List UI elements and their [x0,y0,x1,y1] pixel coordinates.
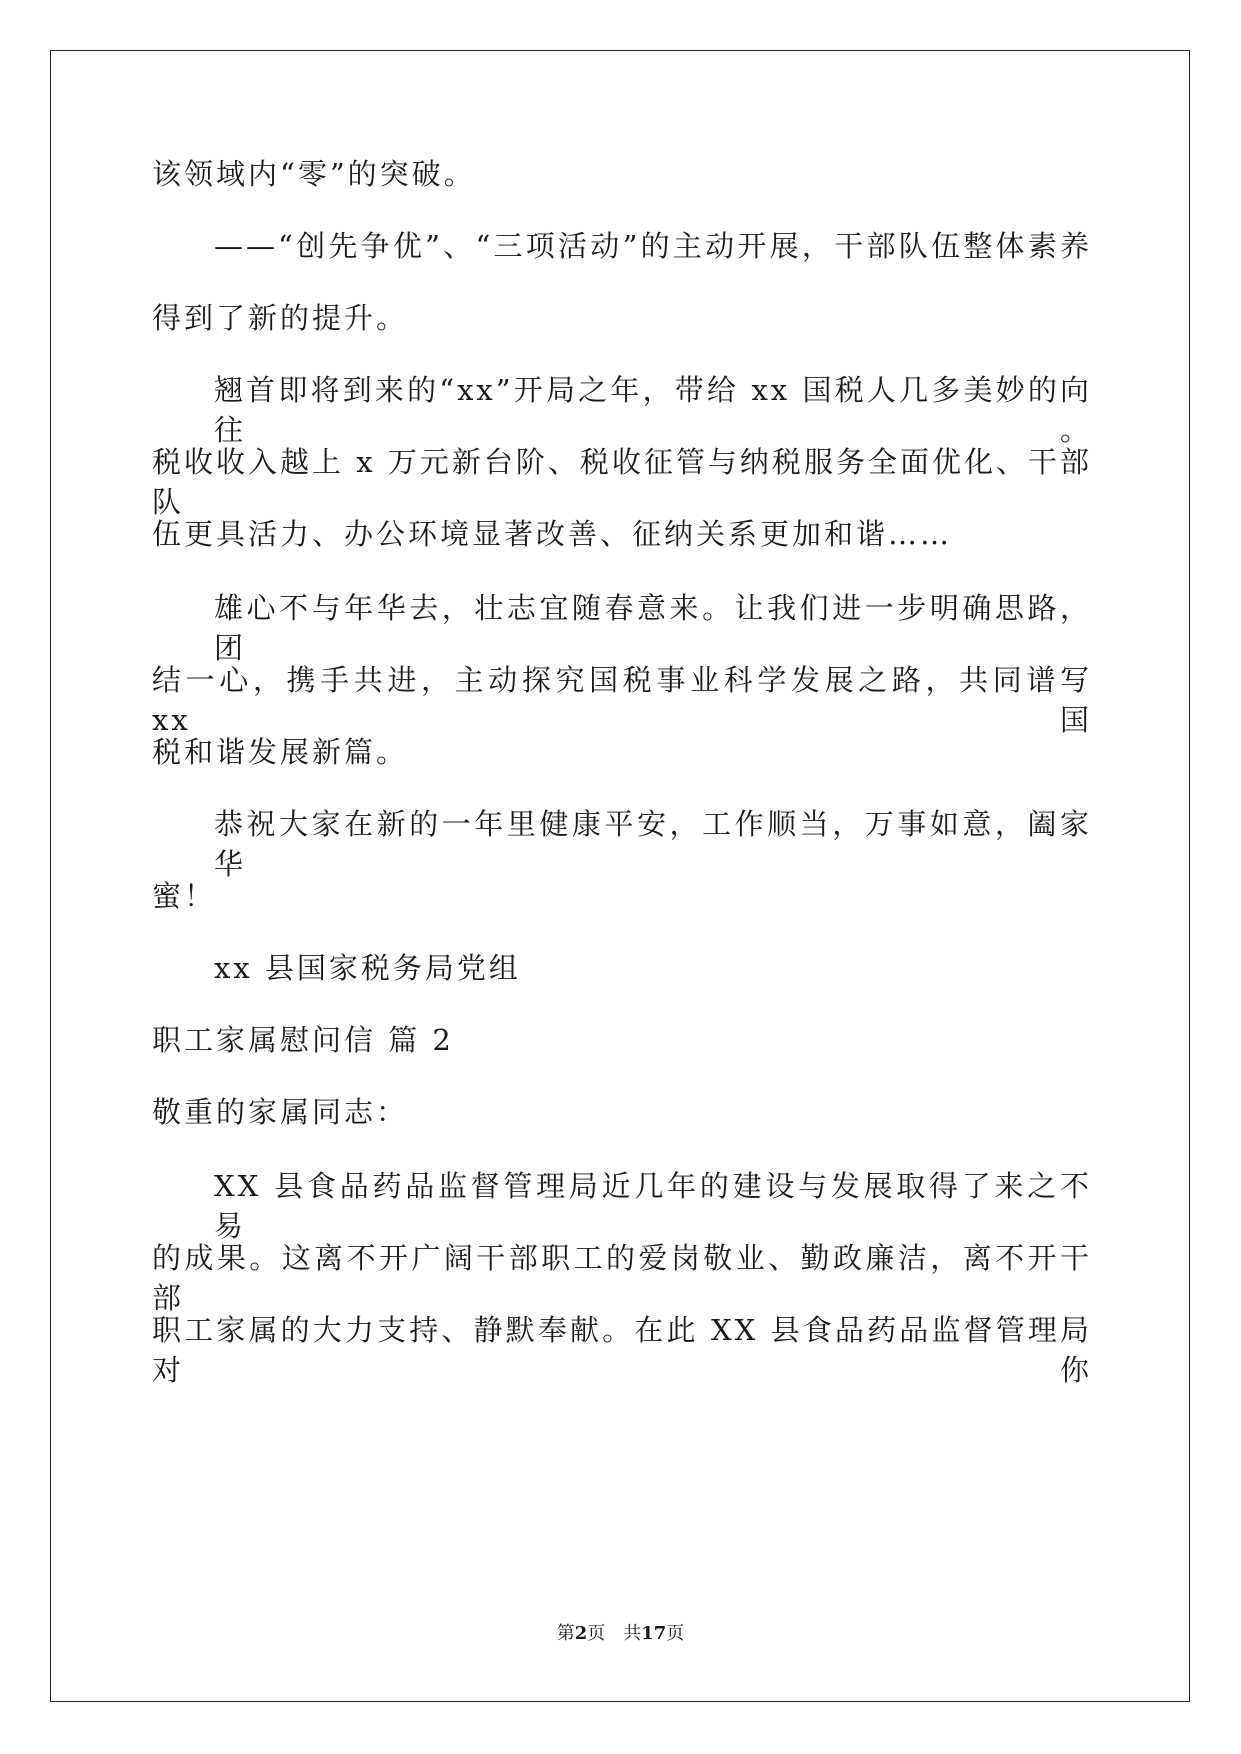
section-heading: 职工家属慰问信 篇 2 [152,1023,454,1057]
signature-line: xx 县国家税务局党组 [214,951,521,985]
total-page-count: 17 [641,1623,667,1644]
paragraph-line: 税和谐发展新篇。 [152,735,409,769]
paragraph-line: 伍更具活力、办公环境显著改善、征纳关系更加和谐…… [152,517,953,551]
paragraph-line: 雄心不与年华去，壮志宜随春意来。让我们进一步明确思路，团 [214,591,1092,665]
page-footer [0,1622,1241,1646]
footer-prefix: 第 [556,1623,575,1644]
paragraph-line: 该领域内“零”的突破。 [152,157,476,191]
salutation: 敬重的家属同志： [152,1095,409,1129]
paragraph-line: 翘首即将到来的“xx”开局之年，带给 xx 国税人几多美妙的向往。 [214,373,1092,447]
paragraph-line: 职工家属的大力支持、静默奉献。在此 XX 县食品药品监督管理局对你 [152,1313,1092,1387]
paragraph-line: 恭祝大家在新的一年里健康平安，工作顺当，万事如意，阖家华 [214,807,1092,881]
paragraph-line: 的成果。这离不开广阔干部职工的爱岗敬业、勤政廉洁，离不开干部 [152,1241,1092,1315]
footer-suffix: 页 [666,1623,685,1644]
current-page-number: 2 [574,1623,588,1644]
paragraph-line: 税收收入越上 x 万元新台阶、税收征管与纳税服务全面优化、干部队 [152,445,1092,519]
paragraph-line: 结一心，携手共进，主动探究国税事业科学发展之路，共同谱写 xx 国 [152,663,1092,737]
paragraph-line: XX 县食品药品监督管理局近几年的建设与发展取得了来之不易 [214,1169,1092,1243]
footer-mid: 页 共 [587,1623,642,1644]
paragraph-line: 得到了新的提升。 [152,301,409,335]
paragraph-line: ——“创先争优”、“三项活动”的主动开展，干部队伍整体素养 [214,229,1092,263]
paragraph-line: 蜜！ [152,879,217,913]
